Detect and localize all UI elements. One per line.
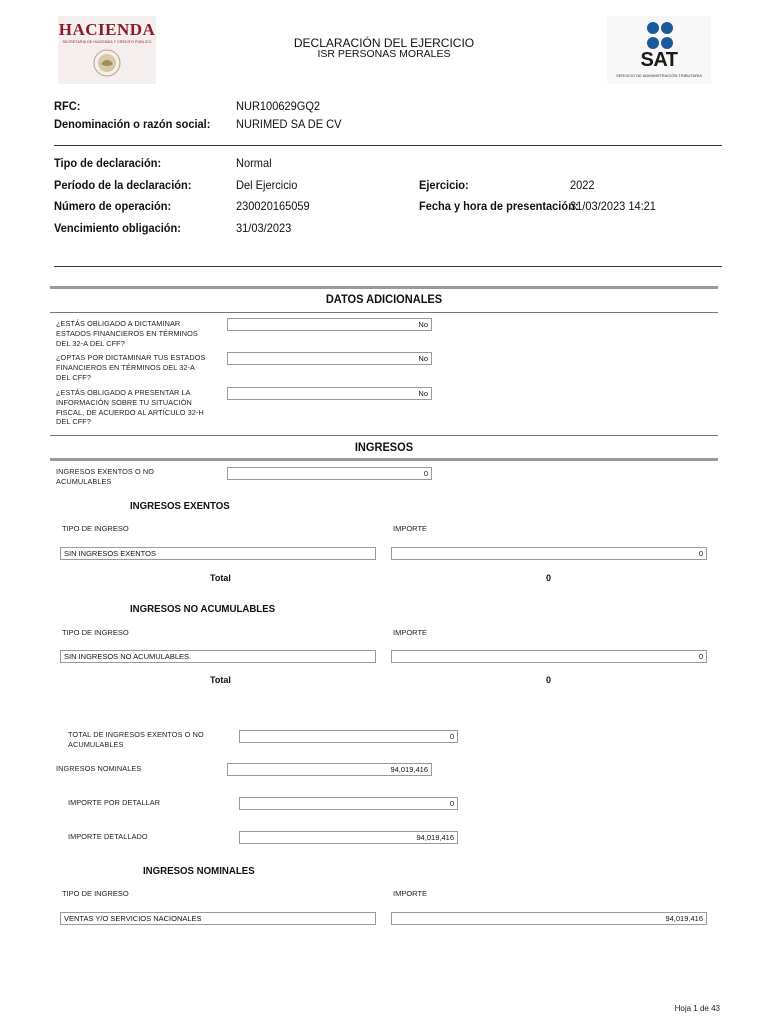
tipo-label: Tipo de declaración: bbox=[54, 156, 162, 170]
rfc-label: RFC: bbox=[54, 99, 81, 113]
table-row-tipo[interactable]: VENTAS Y/O SERVICIOS NACIONALES bbox=[60, 912, 376, 925]
document-subtitle: ISR PERSONAS MORALES bbox=[317, 48, 451, 60]
table-row-importe[interactable]: 0 bbox=[391, 547, 707, 560]
vencimiento-value: 31/03/2023 bbox=[236, 221, 292, 235]
question-line: ¿ESTÁS OBLIGADO A PRESENTAR LA bbox=[56, 388, 191, 397]
table-row-importe[interactable]: 0 bbox=[391, 650, 707, 663]
ingresos-exentos-title: INGRESOS EXENTOS bbox=[130, 500, 230, 512]
question-line: DEL CFF? bbox=[56, 417, 91, 427]
table-row-importe[interactable]: 94,019,416 bbox=[391, 912, 707, 925]
sat-logo-text: SAT bbox=[640, 49, 678, 71]
ingresos-no-acumulables-title: INGRESOS NO ACUMULABLES bbox=[130, 603, 276, 615]
hacienda-logo-subtext: SECRETARÍA DE HACIENDA Y CRÉDITO PÚBLICO bbox=[62, 40, 152, 44]
hacienda-logo-text: HACIENDA bbox=[58, 20, 156, 39]
col-importe: IMPORTE bbox=[393, 628, 428, 637]
section-band bbox=[50, 312, 718, 313]
sat-logo-subtext: SERVICIO DE ADMINISTRACIÓN TRIBUTARIA bbox=[616, 73, 702, 78]
question-situacion-fiscal bbox=[56, 388, 204, 427]
question-line: ¿OPTAS POR DICTAMINAR TUS ESTADOS bbox=[56, 353, 206, 362]
operacion-value: 230020165059 bbox=[236, 199, 310, 213]
question-dictaminar bbox=[56, 319, 198, 348]
tipo-value: Normal bbox=[236, 156, 272, 170]
fecha-value: 31/03/2023 14:21 bbox=[570, 199, 656, 213]
ingresos-title: INGRESOS bbox=[354, 440, 414, 454]
question-line: INFORMACIÓN SOBRE TU SITUACIÓN bbox=[56, 397, 192, 407]
vencimiento-label: Vencimiento obligación: bbox=[54, 221, 181, 235]
section-band bbox=[50, 435, 718, 436]
table-row-tipo[interactable]: SIN INGRESOS NO ACUMULABLES. bbox=[60, 650, 376, 663]
importe-detallado-label: IMPORTE DETALLADO bbox=[68, 832, 148, 841]
exentos-no-acum-label bbox=[56, 467, 154, 487]
col-tipo-ingreso: TIPO DE INGRESO bbox=[62, 889, 129, 898]
total-exentos-label bbox=[68, 730, 204, 750]
total-label: Total bbox=[210, 573, 231, 583]
total-exentos-field[interactable]: 0 bbox=[239, 730, 458, 743]
ingresos-nominales-field[interactable]: 94,019,416 bbox=[227, 763, 432, 776]
question-line: ESTADOS FINANCIEROS EN TÉRMINOS bbox=[56, 328, 198, 338]
question-optas-dictaminar bbox=[56, 353, 206, 382]
label-line: ACUMULABLES bbox=[56, 476, 112, 486]
total-value: 0 bbox=[546, 675, 552, 685]
answer-field[interactable]: No bbox=[227, 352, 432, 365]
fecha-label: Fecha y hora de presentación: bbox=[419, 199, 579, 213]
section-band bbox=[50, 458, 718, 461]
datos-adicionales-title: DATOS ADICIONALES bbox=[325, 292, 443, 306]
question-line: DEL 32-A DEL CFF? bbox=[56, 338, 125, 348]
question-line: FINANCIEROS EN TÉRMINOS DEL 32-A bbox=[56, 362, 196, 372]
section-band bbox=[50, 286, 718, 289]
divider bbox=[54, 145, 722, 146]
page-number: Hoja 1 de 43 bbox=[674, 1004, 720, 1013]
name-value: NURIMED SA DE CV bbox=[236, 117, 342, 131]
ingresos-nominales-title: INGRESOS NOMINALES bbox=[143, 865, 255, 877]
total-label: Total bbox=[210, 675, 231, 685]
label-line: INGRESOS EXENTOS O NO bbox=[56, 467, 155, 476]
question-line: FISCAL, DE ACUERDO AL ARTÍCULO 32-H bbox=[56, 407, 204, 417]
importe-por-detallar-label: IMPORTE POR DETALLAR bbox=[68, 798, 161, 807]
divider bbox=[54, 266, 722, 267]
ingresos-nominales-label: INGRESOS NOMINALES bbox=[56, 764, 142, 773]
importe-por-detallar-field[interactable]: 0 bbox=[239, 797, 458, 810]
periodo-label: Período de la declaración: bbox=[54, 178, 192, 192]
ejercicio-label: Ejercicio: bbox=[419, 178, 469, 192]
document-title: DECLARACIÓN DEL EJERCICIO bbox=[293, 36, 475, 50]
importe-detallado-field[interactable]: 94,019,416 bbox=[239, 831, 458, 844]
operacion-label: Número de operación: bbox=[54, 199, 172, 213]
name-label: Denominación o razón social: bbox=[54, 117, 211, 131]
answer-field[interactable]: No bbox=[227, 318, 432, 331]
label-line: ACUMULABLES bbox=[68, 739, 124, 749]
col-tipo-ingreso: TIPO DE INGRESO bbox=[62, 628, 129, 637]
sat-logo bbox=[607, 16, 711, 84]
total-value: 0 bbox=[546, 573, 552, 583]
ejercicio-value: 2022 bbox=[570, 178, 595, 192]
table-row-tipo[interactable]: SIN INGRESOS EXENTOS bbox=[60, 547, 376, 560]
periodo-value: Del Ejercicio bbox=[236, 178, 298, 192]
sat-dots-icon bbox=[645, 21, 675, 51]
exentos-no-acum-field[interactable]: 0 bbox=[227, 467, 432, 480]
col-tipo-ingreso: TIPO DE INGRESO bbox=[62, 524, 129, 533]
question-line: ¿ESTÁS OBLIGADO A DICTAMINAR bbox=[56, 319, 181, 328]
rfc-value: NUR100629GQ2 bbox=[236, 99, 321, 113]
label-line: TOTAL DE INGRESOS EXENTOS O NO bbox=[68, 730, 204, 739]
question-line: DEL CFF? bbox=[56, 372, 91, 382]
col-importe: IMPORTE bbox=[393, 889, 428, 898]
col-importe: IMPORTE bbox=[393, 524, 428, 533]
answer-field[interactable]: No bbox=[227, 387, 432, 400]
